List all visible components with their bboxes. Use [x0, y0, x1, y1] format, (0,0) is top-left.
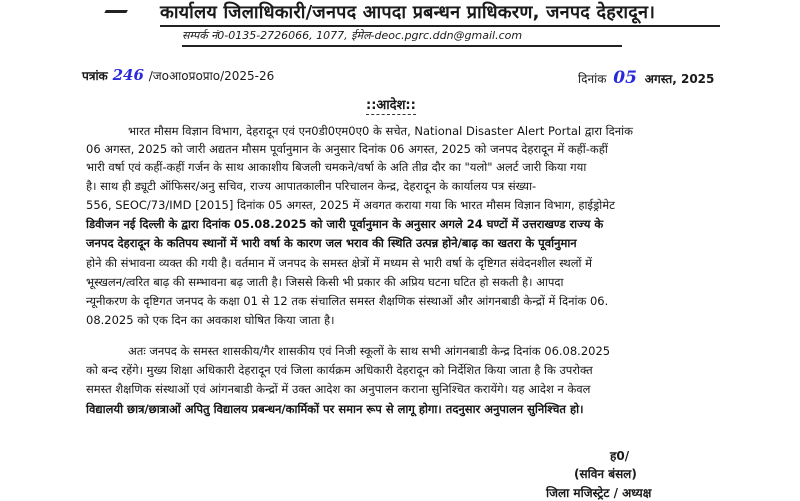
date-day: 05	[613, 68, 637, 88]
body-line: भारत मौसम विज्ञान विभाग, देहरादून एवं एन0डी0एम0ए0 के सचेत, National Disaster Alert Portal द्वारा दिनांक	[128, 124, 633, 138]
reference-label: पत्रांक	[82, 69, 108, 83]
body-line: भूस्खलन/त्वरित बाढ़ की सम्भावना बढ़ जाती है। जिससे किसी भी प्रकार की अप्रिय घटना घटित हो सकती है। आपदा	[86, 275, 564, 289]
signatory-designation: जिला मजिस्ट्रेट / अध्यक्ष	[546, 486, 652, 500]
signature-mark: ह0/	[610, 449, 630, 463]
date-row	[578, 68, 714, 88]
signatory-name: (सविन बंसल)	[574, 467, 637, 481]
emblem-mark	[104, 0, 134, 13]
reference-row	[82, 66, 274, 84]
body-line: भारी वर्षा एवं कहीं-कहीं गर्जन के साथ आकाशीय बिजली चमकने/वर्षा के अति तीव्र दौर का "यलो" अलर्ट जारी किया गया	[86, 160, 587, 174]
body-line: 06 अगस्त, 2025 को जारी अद्यतन मौसम पूर्वानुमान के अनुसार दिनांक 06 अगस्त, 2025 को जनपद देहरादून में कहीं-कहीं	[86, 142, 608, 156]
body-line: न्यूनीकरण के दृष्टिगत जनपद के कक्षा 01 से 12 तक संचालित समस्त शैक्षणिक संस्थाओं और आंगनबाडी केन्द्रों में दिनांक 06.	[86, 294, 609, 308]
body-line: डिवीजन नई दिल्ली के द्वारा दिनांक 05.08.2025 को जारी पूर्वानुमान के अनुसार अगले 24 घण्टों में उत्तराखण्ड राज्य के	[86, 217, 604, 231]
body-line: होने की संभावना व्यक्त की गयी है। वर्तमान में जनपद के समस्त क्षेत्रों में मध्यम से भारी वर्षा के दृष्टिगत संवेदनशील स्थलों में	[86, 256, 593, 270]
office-header-title: कार्यालय जिलाधिकारी/जनपद आपदा प्रबन्धन प्राधिकरण, जनपद देहरादून।	[160, 0, 720, 27]
body-line: विद्यालयी छात्र/छात्राओं अपितु विद्यालय प्रबन्धन/कार्मिकों पर समान रूप से लागू होगा। तदनुसार अनुपालन सुनिश्चित हो।	[86, 402, 584, 416]
body-line: को बन्द रहेंगे। मुख्य शिक्षा अधिकारी देहरादून एवं जिला कार्यक्रम अधिकारी देहरादून को निर्देशित किया जाता है कि उपरोक्त	[86, 363, 593, 377]
body-line: है। साथ ही ड्यूटी ऑफिसर/अनु सचिव, राज्य आपातकालीन परिचालन केन्द्र, देहरादून के कार्यालय पत्र संख्या-	[86, 179, 537, 193]
body-line: अतः जनपद के समस्त शासकीय/गैर शासकीय एवं निजी स्कूलों के साथ सभी आंगनबाडी केन्द्र दिनांक 06.08.2025	[128, 344, 611, 358]
body-line: जनपद देहरादून के कतिपय स्थानों में भारी वर्षा के कारण जल भराव की स्थिति उत्पन्न होने/बाढ़ का खतरा के पूर्वानुमान	[86, 236, 577, 250]
body-line: 556, SEOC/73/IMD [2015] दिनांक 05 अगस्त, 2025 में अवगत कराया गया कि भारत मौसम विज्ञान विभाग, हाईड्रोमेट	[86, 198, 615, 212]
order-heading: ::आदेश::	[366, 95, 416, 113]
date-label: दिनांक	[578, 72, 607, 86]
body-line: समस्त शैक्षणिक संस्थाओं एवं आंगनबाडी केन्द्रों में उक्त आदेश का अनुपालन कराना सुनिश्चित करायेंगे। यह आदेश न केवल	[86, 382, 591, 396]
reference-suffix: /जoआoप्रoप्राo/2025-26	[148, 69, 275, 83]
contact-details: सम्पर्क नं0-0135-2726066, 1077, ईमेल-deoc.pgrc.ddn@gmail.com	[182, 28, 622, 47]
date-month-year: अगस्त, 2025	[644, 72, 715, 86]
body-line: 08.2025 को एक दिन का अवकाश घोषित किया जाता है।	[86, 313, 335, 327]
reference-number: 246	[112, 66, 144, 84]
